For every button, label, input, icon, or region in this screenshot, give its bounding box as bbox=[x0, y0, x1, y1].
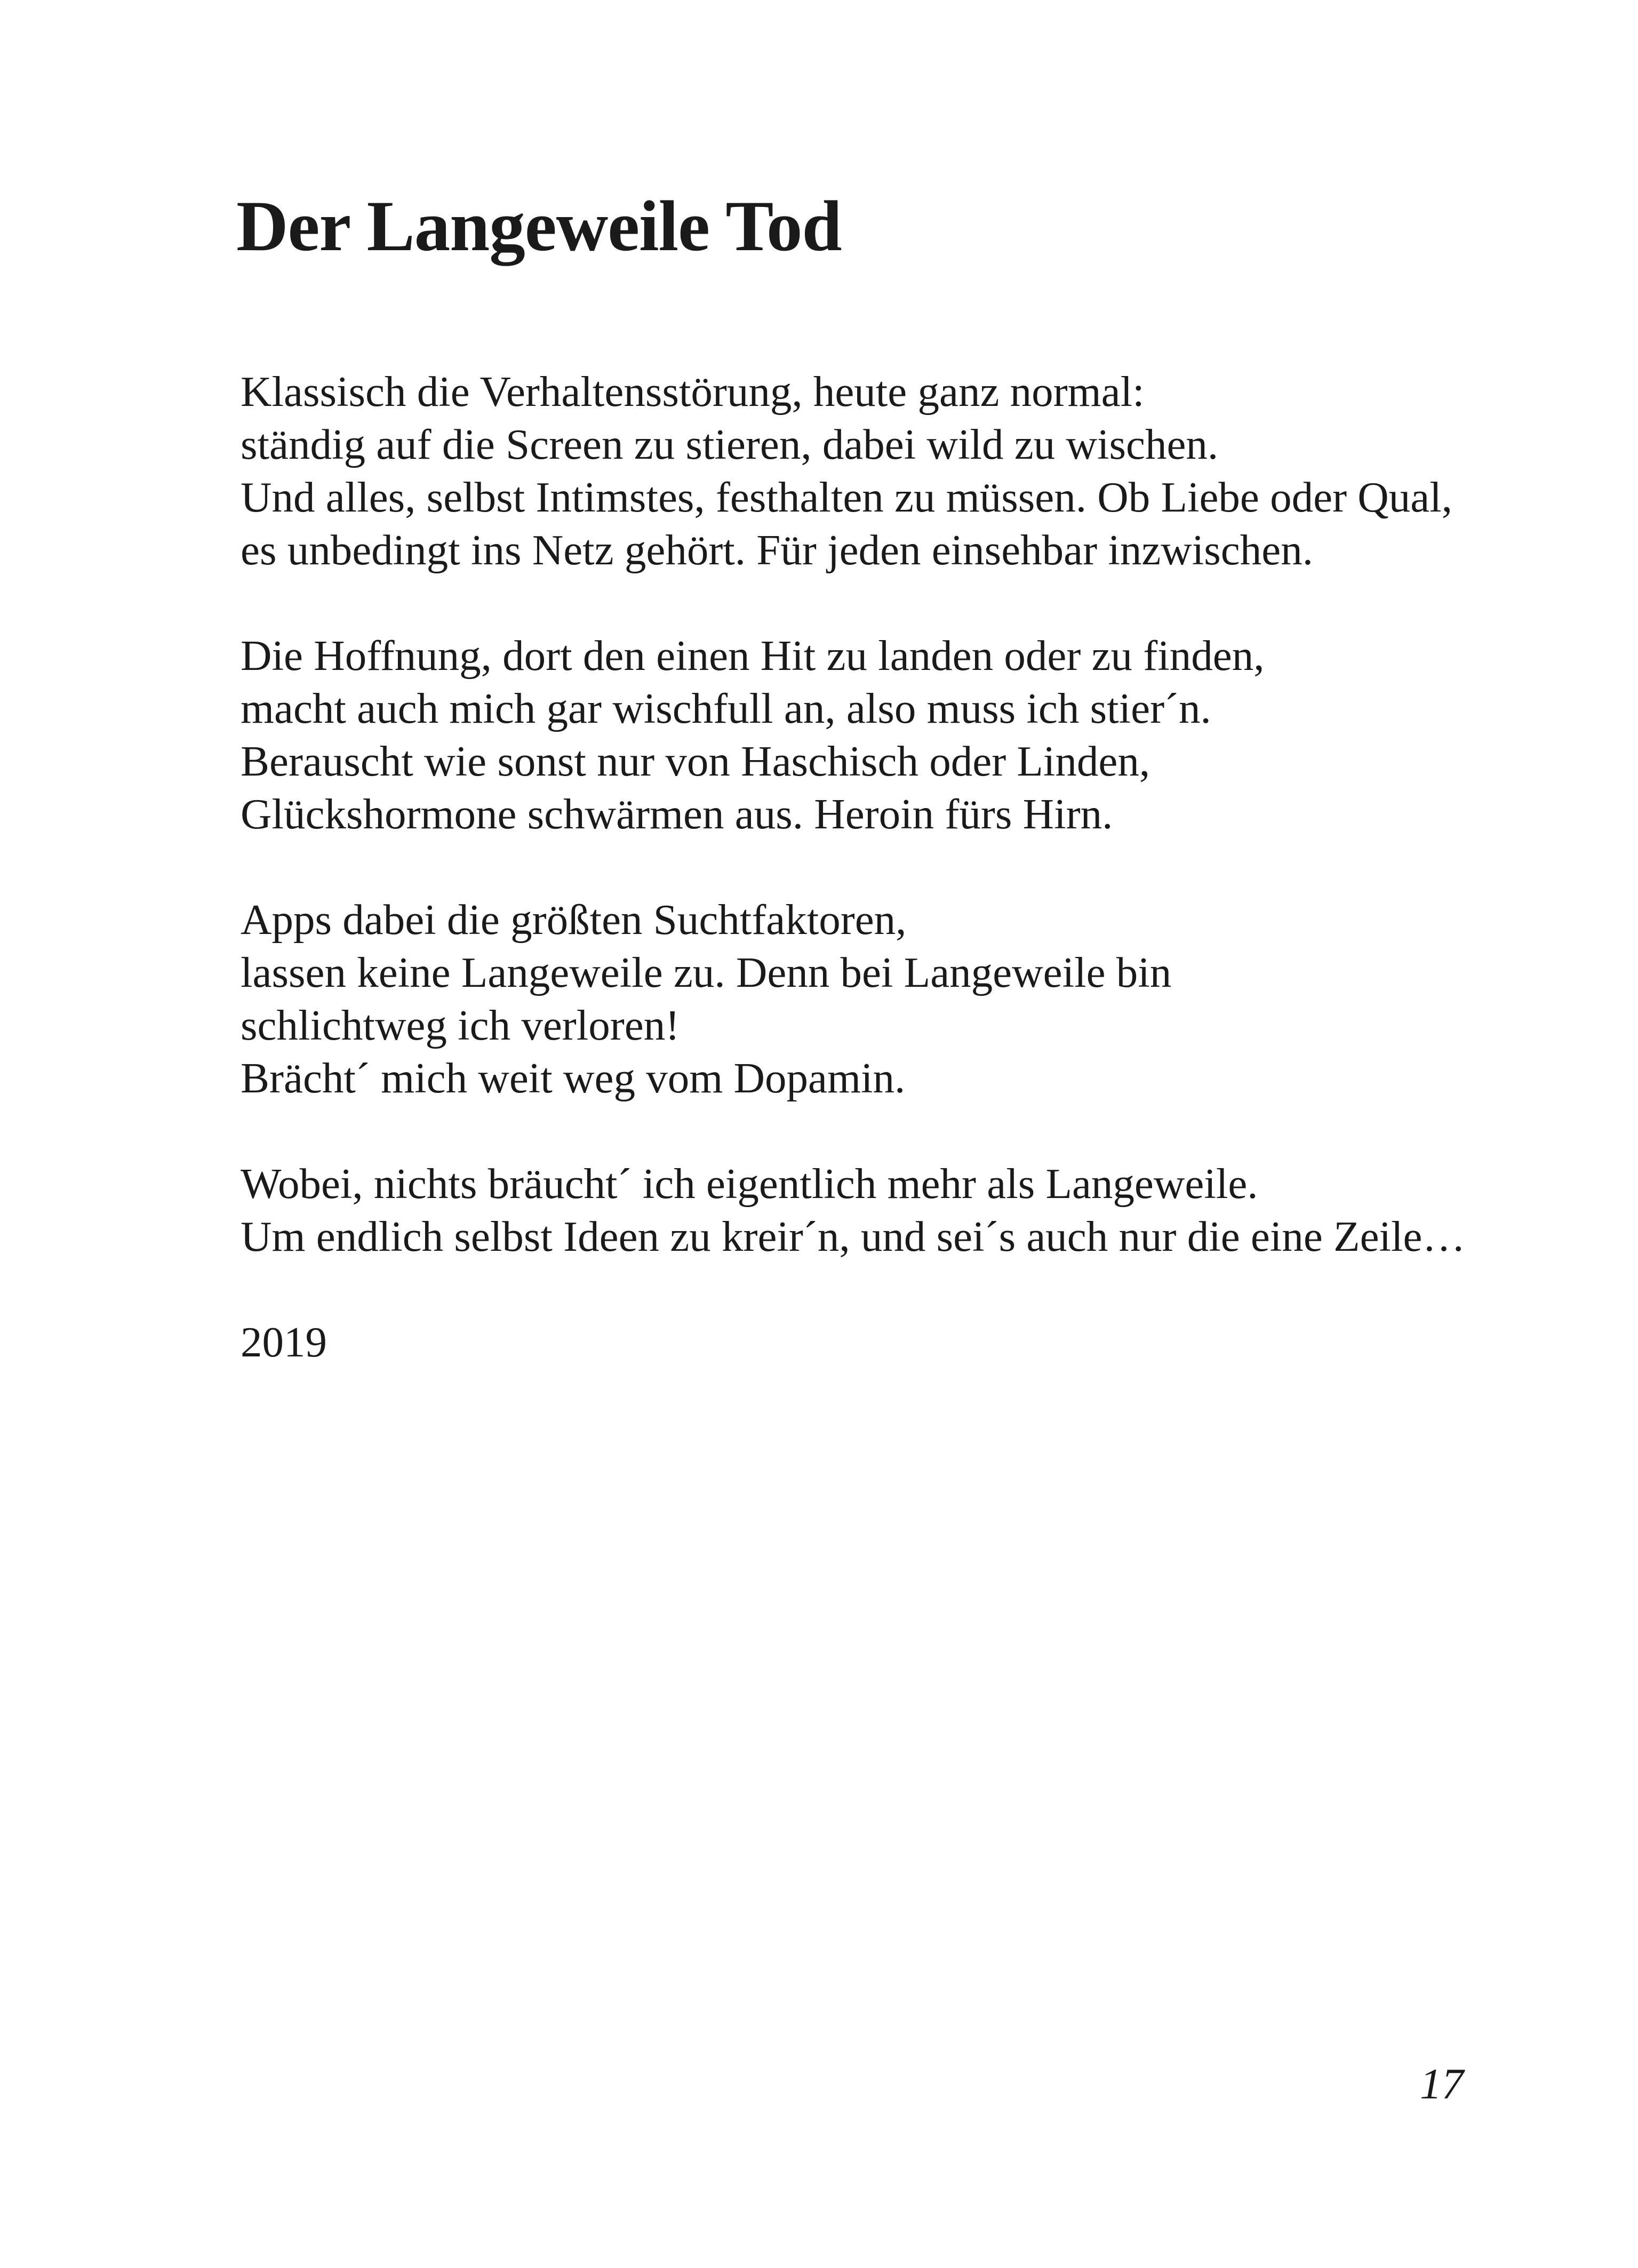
poem-line: Glückshormone schwärmen aus. Heroin fürs Hirn. bbox=[241, 790, 1113, 838]
poem-line: es unbedingt ins Netz gehört. Für jeden einsehbar inzwischen. bbox=[241, 526, 1313, 574]
stanza-4 bbox=[241, 1157, 1547, 1263]
poem-line: ständig auf die Screen zu stieren, dabei wild zu wischen. bbox=[241, 420, 1219, 468]
poem-line: Berauscht wie sonst nur von Haschisch oder Linden, bbox=[241, 737, 1150, 785]
poem-line: Und alles, selbst Intimstes, festhalten zu müssen. Ob Liebe oder Qual, bbox=[241, 473, 1452, 521]
poem-title: Der Langeweile Tod bbox=[236, 187, 842, 266]
poem-line: Die Hoffnung, dort den einen Hit zu landen oder zu finden, bbox=[241, 632, 1265, 680]
stanza-2 bbox=[241, 629, 1547, 841]
stanza-1 bbox=[241, 365, 1547, 577]
poem-year: 2019 bbox=[241, 1318, 327, 1366]
poem-line: Um endlich selbst Ideen zu kreir´n, und sei´s auch nur die eine Zeile… bbox=[241, 1212, 1466, 1260]
poem-line: Klassisch die Verhaltensstörung, heute ganz normal: bbox=[241, 368, 1145, 416]
poem-line: schlichtweg ich verloren! bbox=[241, 1001, 680, 1049]
poem-line: Wobei, nichts bräucht´ ich eigentlich mehr als Langeweile. bbox=[241, 1160, 1258, 1208]
poem-line: Brächt´ mich weit weg vom Dopamin. bbox=[241, 1054, 906, 1102]
poem-body bbox=[241, 365, 1547, 1369]
page-number: 17 bbox=[1420, 2059, 1464, 2108]
poem-line: macht auch mich gar wischfull an, also muss ich stier´n. bbox=[241, 684, 1211, 732]
poem-line: lassen keine Langeweile zu. Denn bei Langeweile bin bbox=[241, 948, 1172, 996]
stanza-3 bbox=[241, 893, 1547, 1105]
poem-line: Apps dabei die größten Suchtfaktoren, bbox=[241, 896, 907, 944]
